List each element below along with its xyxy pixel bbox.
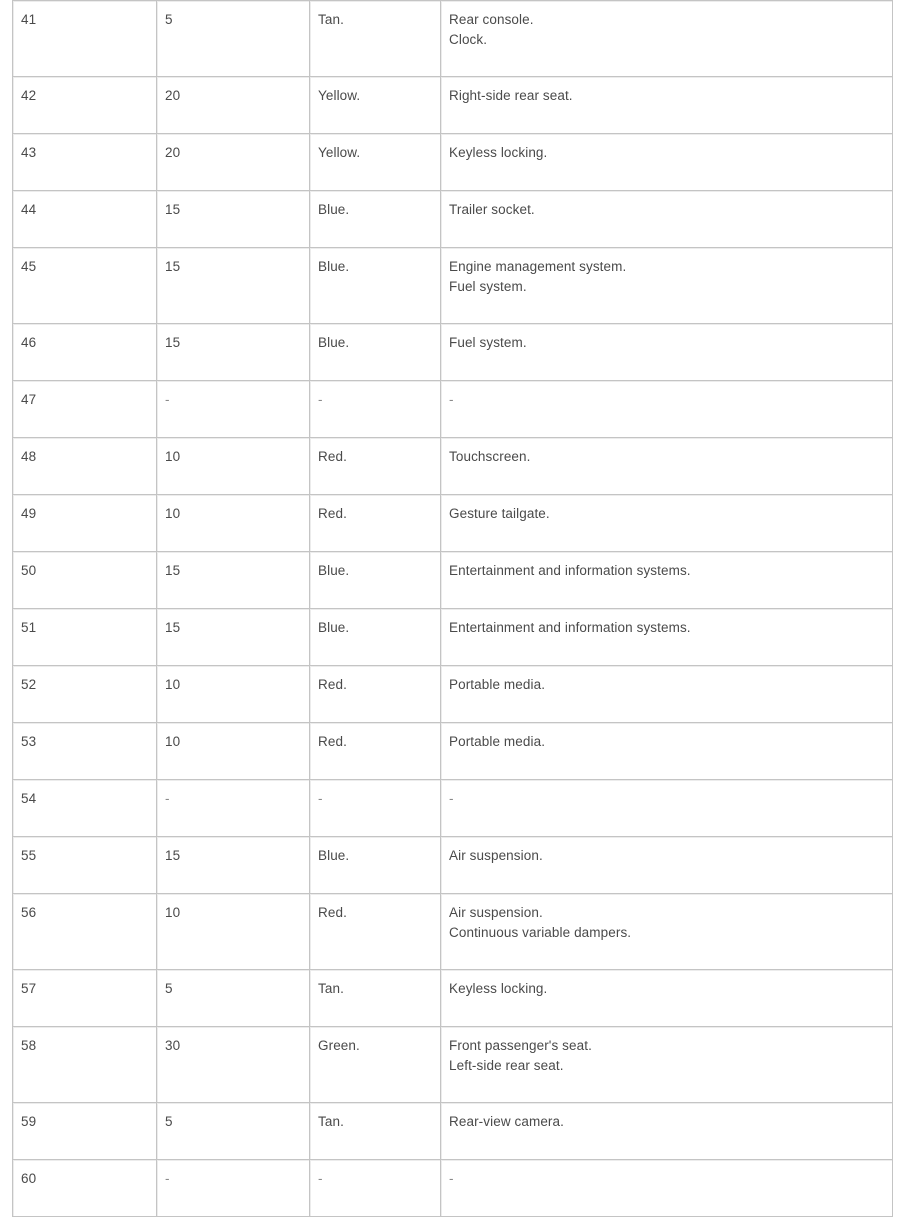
fuse-color-cell: Yellow.: [310, 134, 441, 191]
fuse-number-cell: 47: [13, 381, 157, 438]
circuits-protected-cell: [441, 495, 893, 552]
table-row: [13, 970, 893, 1027]
circuit-line: Front passenger's seat.: [449, 1038, 592, 1053]
circuit-line: Fuel system.: [449, 279, 527, 294]
circuits-protected-cell: [441, 1, 893, 77]
table-row: [13, 609, 893, 666]
fuse-number-cell: 41: [13, 1, 157, 77]
fuse-color-cell: Tan.: [310, 1103, 441, 1160]
fuse-color-cell: Blue.: [310, 191, 441, 248]
fuse-amperage-cell: 30: [157, 1027, 310, 1103]
fuse-color-cell: -: [310, 1160, 441, 1217]
table-row: [13, 248, 893, 324]
circuit-line: Engine management system.: [449, 259, 627, 274]
fuse-number-cell: 50: [13, 552, 157, 609]
circuits-protected-cell: [441, 248, 893, 324]
circuits-protected-cell: [441, 780, 893, 837]
fuse-color-cell: Blue.: [310, 552, 441, 609]
circuits-protected-cell: [441, 970, 893, 1027]
circuit-line: -: [449, 791, 454, 806]
fuse-color-cell: Blue.: [310, 837, 441, 894]
fuse-color-cell: Red.: [310, 666, 441, 723]
circuits-protected-cell: [441, 837, 893, 894]
fuse-amperage-cell: 10: [157, 666, 310, 723]
fuse-color-cell: Yellow.: [310, 77, 441, 134]
table-row: [13, 780, 893, 837]
fuse-amperage-cell: 15: [157, 248, 310, 324]
table-row: [13, 438, 893, 495]
fuse-color-cell: Tan.: [310, 970, 441, 1027]
fuse-color-cell: -: [310, 780, 441, 837]
table-row: [13, 495, 893, 552]
circuits-protected-cell: [441, 381, 893, 438]
circuits-protected-cell: [441, 77, 893, 134]
circuits-protected-cell: [441, 894, 893, 970]
fuse-number-cell: 45: [13, 248, 157, 324]
fuse-number-cell: 43: [13, 134, 157, 191]
circuit-line: Keyless locking.: [449, 981, 548, 996]
table-row: [13, 837, 893, 894]
circuit-line: -: [449, 392, 454, 407]
fuse-amperage-cell: 5: [157, 1103, 310, 1160]
fuse-table: [12, 0, 893, 1217]
circuits-protected-cell: [441, 552, 893, 609]
circuit-line: Entertainment and information systems.: [449, 563, 691, 578]
circuit-line: Fuel system.: [449, 335, 527, 350]
fuse-number-cell: 46: [13, 324, 157, 381]
fuse-amperage-cell: 20: [157, 77, 310, 134]
fuse-table-body: [13, 1, 893, 1217]
fuse-amperage-cell: -: [157, 381, 310, 438]
fuse-amperage-cell: 10: [157, 495, 310, 552]
circuits-protected-cell: [441, 1103, 893, 1160]
fuse-number-cell: 58: [13, 1027, 157, 1103]
fuse-amperage-cell: 20: [157, 134, 310, 191]
fuse-color-cell: -: [310, 381, 441, 438]
circuits-protected-cell: [441, 723, 893, 780]
circuit-line: Left-side rear seat.: [449, 1058, 564, 1073]
fuse-amperage-cell: -: [157, 1160, 310, 1217]
fuse-amperage-cell: 5: [157, 970, 310, 1027]
fuse-color-cell: Green.: [310, 1027, 441, 1103]
circuits-protected-cell: [441, 191, 893, 248]
fuse-color-cell: Blue.: [310, 248, 441, 324]
fuse-color-cell: Red.: [310, 894, 441, 970]
table-row: [13, 723, 893, 780]
circuit-line: Rear console.: [449, 12, 534, 27]
fuse-amperage-cell: -: [157, 780, 310, 837]
fuse-number-cell: 56: [13, 894, 157, 970]
circuit-line: Trailer socket.: [449, 202, 535, 217]
table-row: [13, 1160, 893, 1217]
circuit-line: Keyless locking.: [449, 145, 548, 160]
fuse-number-cell: 49: [13, 495, 157, 552]
circuit-line: Portable media.: [449, 734, 546, 749]
fuse-amperage-cell: 5: [157, 1, 310, 77]
table-row: [13, 1027, 893, 1103]
circuits-protected-cell: [441, 609, 893, 666]
table-row: [13, 1103, 893, 1160]
circuit-line: -: [449, 1171, 454, 1186]
fuse-number-cell: 52: [13, 666, 157, 723]
table-row: [13, 324, 893, 381]
fuse-color-cell: Red.: [310, 438, 441, 495]
fuse-amperage-cell: 15: [157, 324, 310, 381]
circuits-protected-cell: [441, 324, 893, 381]
circuit-line: Touchscreen.: [449, 449, 531, 464]
circuit-line: Air suspension.: [449, 905, 543, 920]
circuit-line: Entertainment and information systems.: [449, 620, 691, 635]
fuse-number-cell: 59: [13, 1103, 157, 1160]
fuse-color-cell: Blue.: [310, 609, 441, 666]
fuse-number-cell: 54: [13, 780, 157, 837]
table-row: [13, 381, 893, 438]
circuits-protected-cell: [441, 1160, 893, 1217]
fuse-number-cell: 44: [13, 191, 157, 248]
fuse-color-cell: Tan.: [310, 1, 441, 77]
circuits-protected-cell: [441, 438, 893, 495]
fuse-color-cell: Red.: [310, 495, 441, 552]
fuse-color-cell: Blue.: [310, 324, 441, 381]
fuse-number-cell: 51: [13, 609, 157, 666]
fuse-number-cell: 48: [13, 438, 157, 495]
table-row: [13, 77, 893, 134]
table-row: [13, 552, 893, 609]
table-row: [13, 191, 893, 248]
fuse-amperage-cell: 15: [157, 552, 310, 609]
fuse-number-cell: 57: [13, 970, 157, 1027]
table-row: [13, 894, 893, 970]
circuit-line: Air suspension.: [449, 848, 543, 863]
circuit-line: Clock.: [449, 32, 488, 47]
circuit-line: Right-side rear seat.: [449, 88, 573, 103]
fuse-amperage-cell: 10: [157, 723, 310, 780]
table-row: [13, 134, 893, 191]
circuits-protected-cell: [441, 134, 893, 191]
fuse-number-cell: 42: [13, 77, 157, 134]
circuit-line: Rear-view camera.: [449, 1114, 564, 1129]
circuits-protected-cell: [441, 1027, 893, 1103]
circuits-protected-cell: [441, 666, 893, 723]
table-row: [13, 666, 893, 723]
table-row: [13, 1, 893, 77]
fuse-amperage-cell: 10: [157, 894, 310, 970]
fuse-number-cell: 53: [13, 723, 157, 780]
fuse-amperage-cell: 10: [157, 438, 310, 495]
fuse-amperage-cell: 15: [157, 837, 310, 894]
fuse-amperage-cell: 15: [157, 191, 310, 248]
circuit-line: Portable media.: [449, 677, 546, 692]
fuse-color-cell: Red.: [310, 723, 441, 780]
fuse-number-cell: 60: [13, 1160, 157, 1217]
circuit-line: Continuous variable dampers.: [449, 925, 632, 940]
fuse-number-cell: 55: [13, 837, 157, 894]
circuit-line: Gesture tailgate.: [449, 506, 550, 521]
fuse-amperage-cell: 15: [157, 609, 310, 666]
